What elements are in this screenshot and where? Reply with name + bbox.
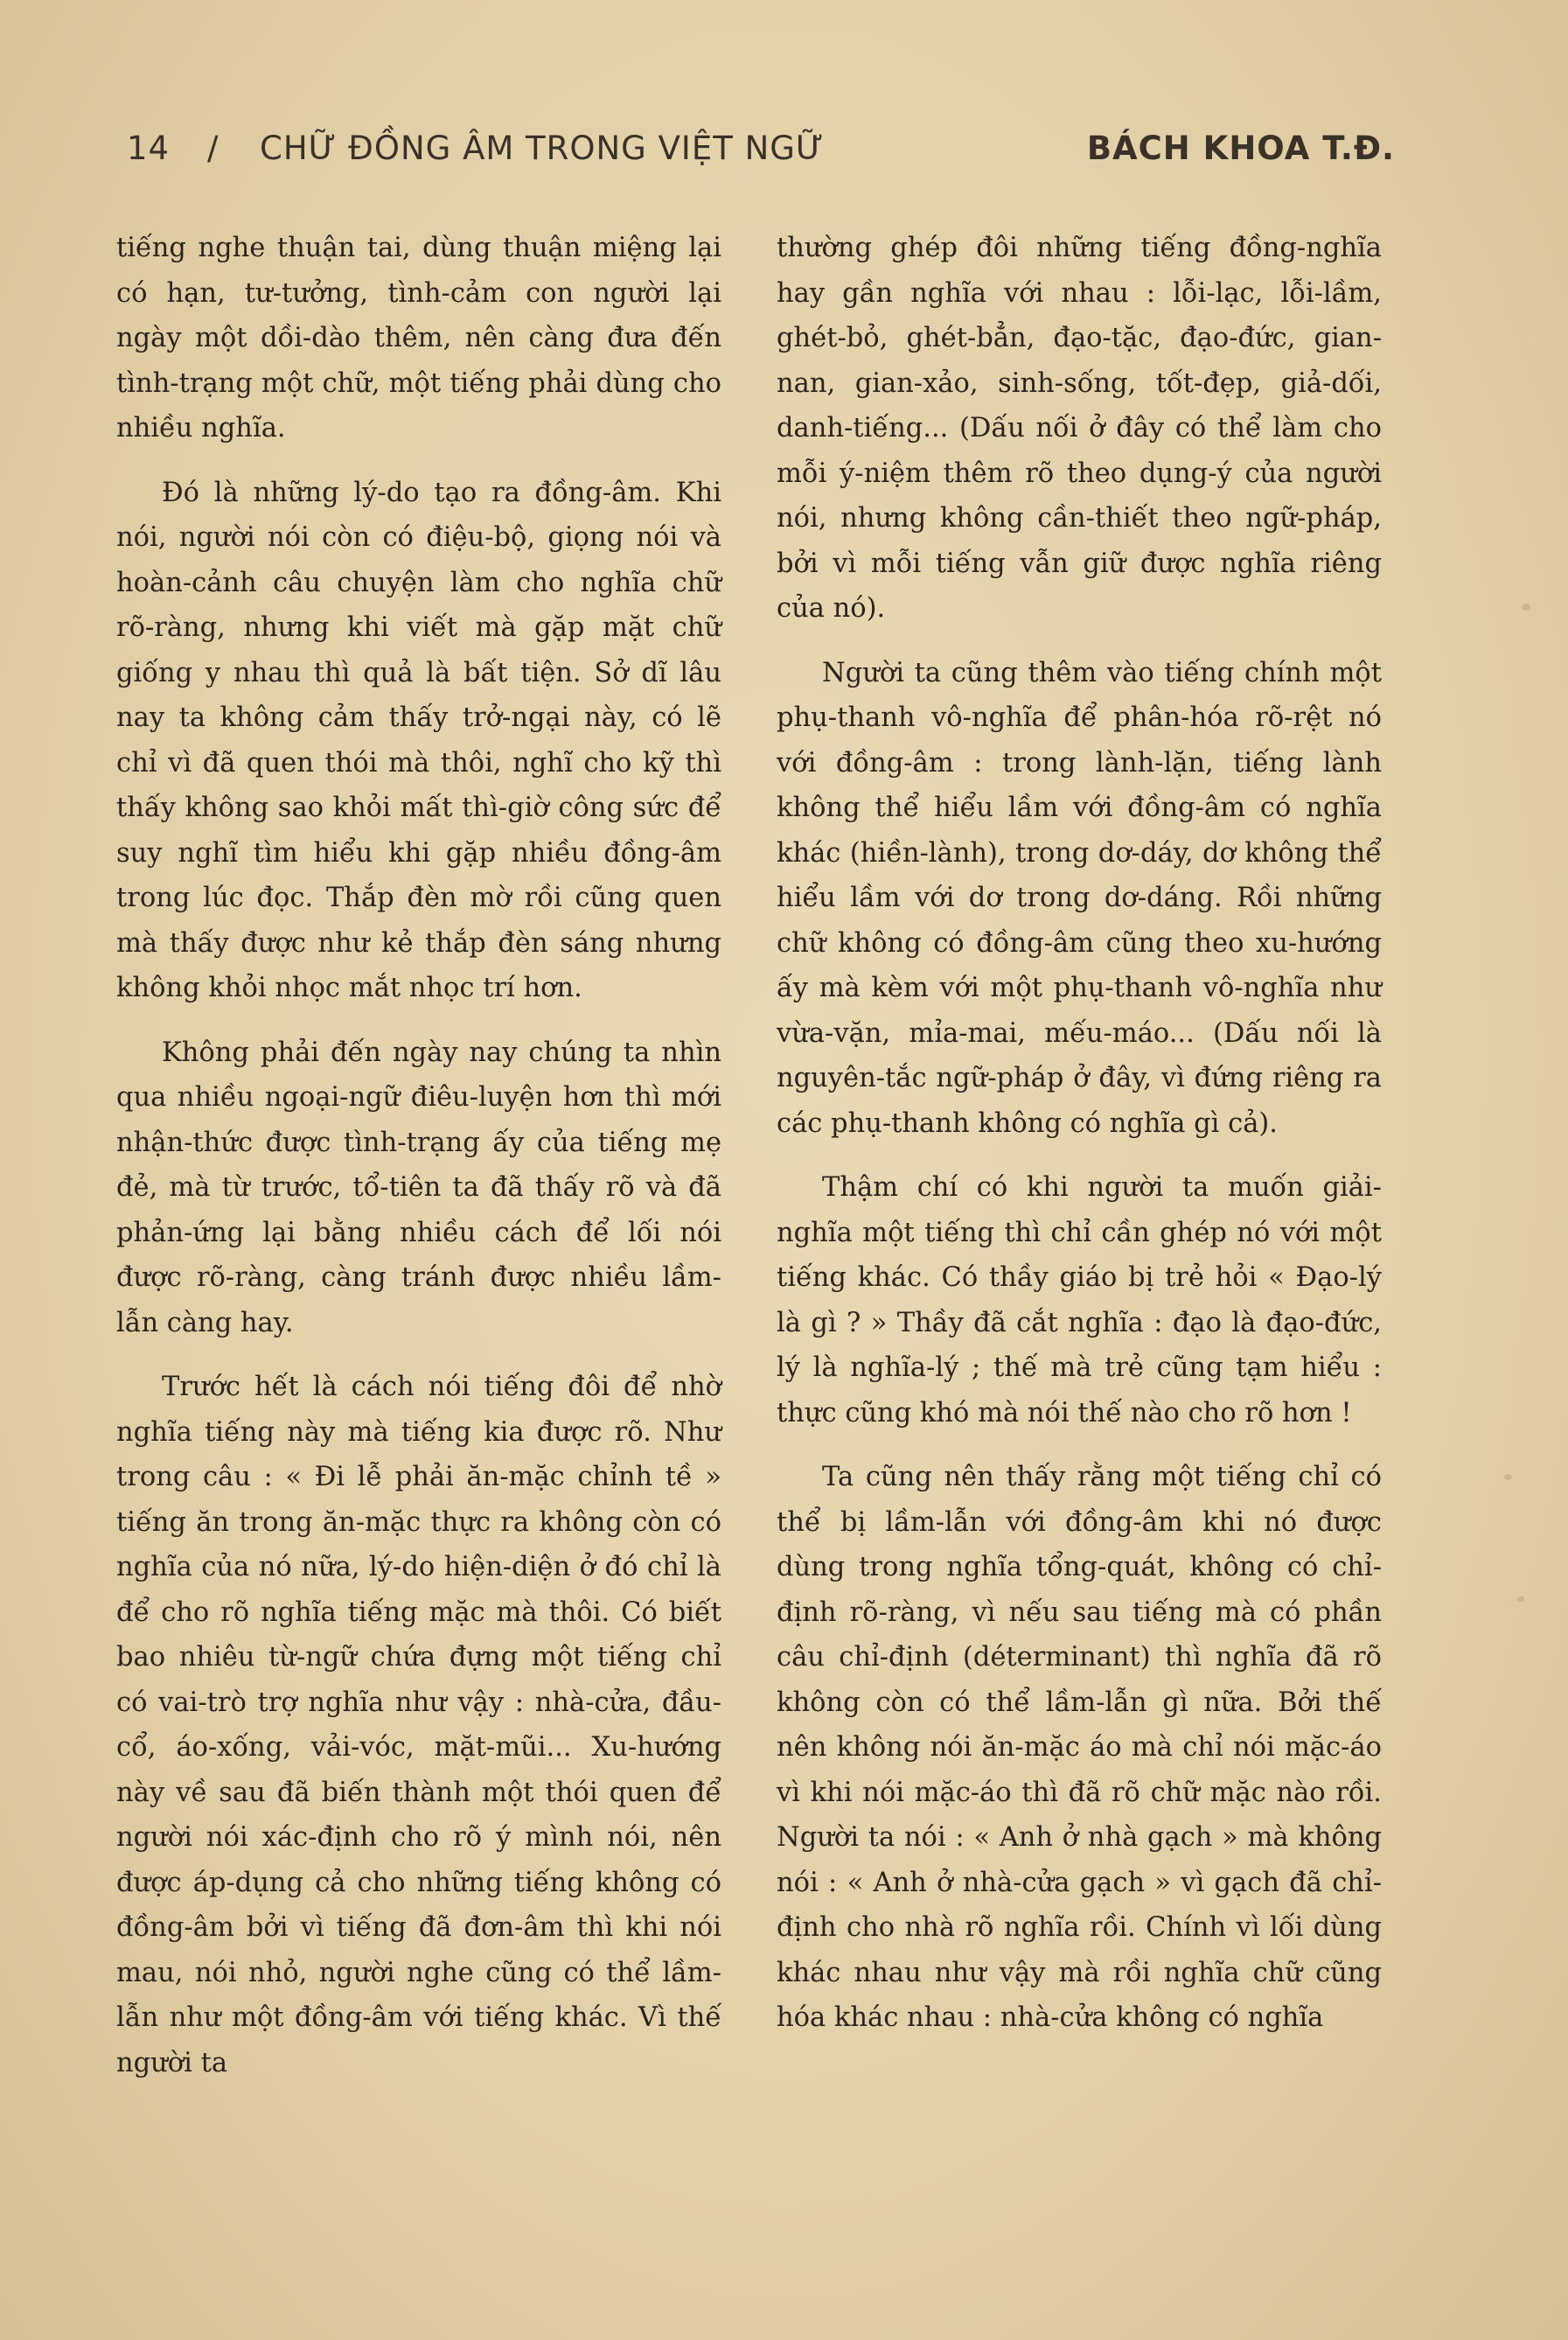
paragraph: Ta cũng nên thấy rằng một tiếng chỉ có thể bị lầm-lẫn với đồng-âm khi nó được dùng trong nghĩa tổng-quát, không có chỉ-định rõ-ràng, vì nếu sau tiếng mà có phần câu chỉ-định (déterminant) thì nghĩa đã rõ không còn có thể lầm-lẫn gì nữa. Bởi thế nên không nói ăn-mặc áo mà chỉ nói mặc-áo vì khi nói mặc-áo thì đã rõ chữ mặc nào rồi. Người ta nói : « Anh ở nhà gạch » mà không nói : « Anh ở nhà-cửa gạch » vì gạch đã chỉ-định cho nhà rõ nghĩa rồi. Chính vì lối dùng khác nhau như vậy mà rồi nghĩa chữ cũng hóa khác nhau : nhà-cửa không có nghĩa (777, 1462, 1382, 2033)
paragraph: Đó là những lý-do tạo ra đồng-âm. Khi nói, người nói còn có điệu-bộ, giọng nói và hoàn-cảnh câu chuyện làm cho nghĩa chữ rõ-ràng, nhưng khi viết mà gặp mặt chữ giống y nhau thì quả là bất tiện. Sở dĩ lâu nay ta không cảm thấy trở-ngại này, có lẽ chỉ vì đã quen thói mà thôi, nghĩ cho kỹ thì thấy không sao khỏi mất thì-giờ công sức để suy nghĩ tìm hiểu khi gặp nhiều đồng-âm trong lúc đọc. Thắp đèn mờ rồi cũng quen mà thấy được như kẻ thắp đèn sáng nhưng không khỏi nhọc mắt nhọc trí hơn. (116, 477, 721, 1003)
paragraph: tiếng nghe thuận tai, dùng thuận miệng lại có hạn, tư-tưởng, tình-cảm con người lại ngày một dồi-dào thêm, nên càng đưa đến tình-trạng một chữ, một tiếng phải dùng cho nhiều nghĩa. (116, 233, 721, 444)
publication-name: BÁCH KHOA T.Đ. (1086, 129, 1395, 167)
paragraph: thường ghép đôi những tiếng đồng-nghĩa hay gần nghĩa với nhau : lỗi-lạc, lỗi-lầm, ghét-bỏ, ghét-bẳn, đạo-tặc, đạo-đức, gian-nan, gian-xảo, sinh-sống, tốt-đẹp, giả-dối, danh-tiếng... (Dấu nối ở đây có thể làm cho mỗi ý-niệm thêm rõ theo dụng-ý của người nói, nhưng không cần-thiết theo ngữ-pháp, bởi vì mỗi tiếng vẫn giữ được nghĩa riêng của nó). (777, 233, 1382, 624)
paper-spot (1504, 1474, 1512, 1480)
paragraph: Trước hết là cách nói tiếng đôi để nhờ nghĩa tiếng này mà tiếng kia được rõ. Như trong câu : « Đi lễ phải ăn-mặc chỉnh tề » tiếng ăn trong ăn-mặc thực ra không còn có nghĩa của nó nữa, lý-do hiện-diện ở đó chỉ là để cho rõ nghĩa tiếng mặc mà thôi. Có biết bao nhiêu từ-ngữ chứa đựng một tiếng chỉ có vai-trò trợ nghĩa như vậy : nhà-cửa, đầu-cổ, áo-xống, vải-vóc, mặt-mũi... Xu-hướng này về sau đã biến thành một thói quen để người nói xác-định cho rõ ý mình nói, nên được áp-dụng cả cho những tiếng không có đồng-âm bởi vì tiếng đã đơn-âm thì khi nói mau, nói nhỏ, người nghe cũng có thể lầm-lẫn như một đồng-âm với tiếng khác. Vì thế người ta (116, 1372, 721, 2078)
article-title: CHỮ ĐỒNG ÂM TRONG VIỆT NGỮ (260, 129, 825, 167)
paragraph: Không phải đến ngày nay chúng ta nhìn qua nhiều ngoại-ngữ điêu-luyện hơn thì mới nhận-thức được tình-trạng ấy của tiếng mẹ đẻ, mà từ trước, tổ-tiên ta đã thấy rõ và đã phản-ứng lại bằng nhiều cách để lối nói được rõ-ràng, càng tránh được nhiều lầm-lẫn càng hay. (116, 1037, 721, 1338)
page-number: 14 (127, 129, 171, 167)
running-header (127, 129, 1395, 173)
right-column (777, 226, 1382, 2048)
left-column (116, 226, 721, 2092)
paper-spot (1517, 1596, 1524, 1602)
paragraph: Người ta cũng thêm vào tiếng chính một phụ-thanh vô-nghĩa để phân-hóa rõ-rệt nó với đồng-âm : trong lành-lặn, tiếng lành không thể hiểu lầm với đồng-âm có nghĩa khác (hiền-lành), trong dơ-dáy, dơ không thể hiểu lầm với dơ trong dơ-dáng. Rồi những chữ không có đồng-âm cũng theo xu-hướng ấy mà kèm với một phụ-thanh vô-nghĩa như vừa-vặn, mỉa-mai, mếu-máo... (Dấu nối là nguyên-tắc ngữ-pháp ở đây, vì đứng riêng ra các phụ-thanh không có nghĩa gì cả). (777, 657, 1382, 1139)
paragraph: Thậm chí có khi người ta muốn giải-nghĩa một tiếng thì chỉ cần ghép nó với một tiếng khác. Có thầy giáo bị trẻ hỏi « Đạo-lý là gì ? » Thầy đã cắt nghĩa : đạo là đạo-đức, lý là nghĩa-lý ; thế mà trẻ cũng tạm hiểu : thực cũng khó mà nói thế nào cho rõ hơn ! (777, 1172, 1382, 1428)
header-separator: / (207, 129, 220, 167)
paper-spot (1522, 604, 1530, 611)
